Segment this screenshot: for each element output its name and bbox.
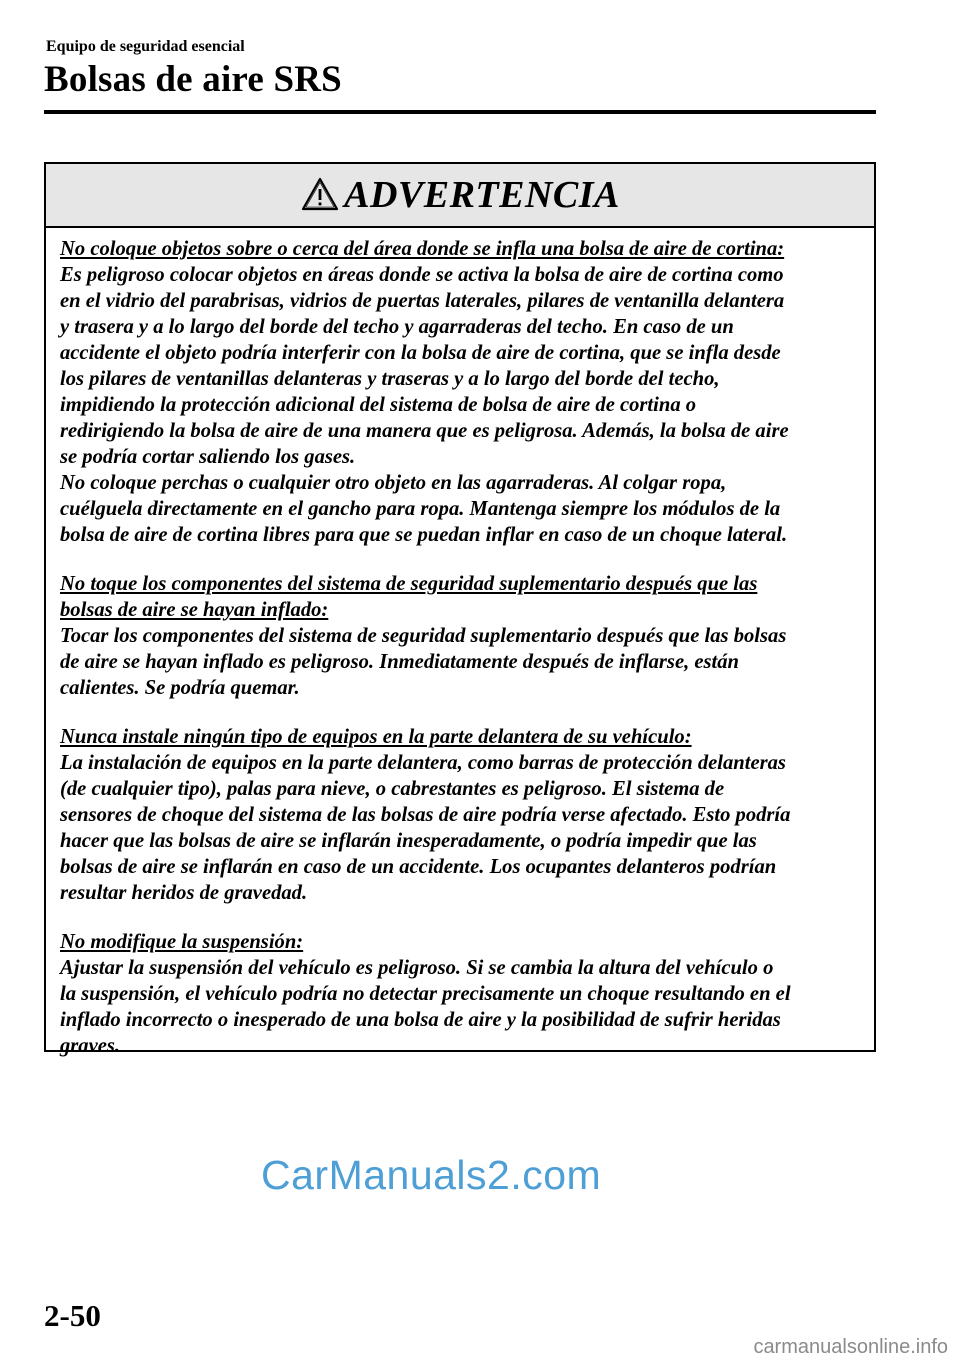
- watermark-logo: CarManuals2.com: [261, 1152, 602, 1198]
- warning-paragraph-heading: Nunca instale ningún tipo de equipos en la parte delantera de su vehículo:: [60, 726, 692, 748]
- warning-body: [46, 228, 874, 1059]
- warning-paragraph-text: cuélguela directamente en el gancho para ropa. Mantenga siempre los módulos de la: [60, 498, 781, 520]
- warning-paragraph-text: accidente el objeto podría interferir con la bolsa de aire de cortina, que se infla desde: [60, 342, 781, 364]
- warning-paragraph-text: Es peligroso colocar objetos en áreas donde se activa la bolsa de aire de cortina como: [60, 264, 784, 286]
- warning-paragraph-text: se podría cortar saliendo los gases.: [60, 446, 356, 468]
- warning-title: ADVERTENCIA: [344, 174, 620, 216]
- warning-paragraph-text: calientes. Se podría quemar.: [60, 677, 300, 699]
- warning-paragraph-text: la suspensión, el vehículo podría no detectar precisamente un choque resultando en el: [60, 983, 791, 1005]
- warning-paragraph-text: La instalación de equipos en la parte delantera, como barras de protección delanteras: [60, 752, 786, 774]
- warning-paragraph-text: y trasera y a lo largo del borde del techo y agarraderas del techo. En caso de un: [60, 316, 734, 338]
- warning-paragraph-text: graves.: [60, 1035, 121, 1057]
- warning-paragraph-heading: No coloque objetos sobre o cerca del área donde se infla una bolsa de aire de cortina:: [60, 238, 785, 260]
- warning-paragraph-text: de aire se hayan inflado es peligroso. Inmediatamente después de inflarse, están: [60, 651, 740, 673]
- warning-header: [46, 164, 874, 228]
- warning-paragraph-text: sensores de choque del sistema de las bolsas de aire podría verse afectado. Esto podría: [60, 804, 791, 826]
- page-number: 2-50: [44, 1298, 101, 1333]
- warning-paragraph-text: los pilares de ventanillas delanteras y traseras y a lo largo del borde del techo,: [60, 368, 720, 390]
- warning-paragraph: [60, 236, 864, 548]
- warning-paragraph-heading: No modifique la suspensión:: [60, 931, 304, 953]
- warning-paragraph: [60, 724, 864, 906]
- title-divider: [44, 110, 876, 114]
- warning-paragraph-heading: No toque los componentes del sistema de seguridad suplementario después que las: [60, 573, 758, 595]
- warning-box: [44, 162, 876, 1057]
- warning-triangle-icon: [300, 176, 340, 212]
- footer-site-text: carmanualsonline.info: [753, 1336, 948, 1358]
- page-title: Bolsas de aire SRS: [44, 59, 342, 100]
- warning-paragraph-text: No coloque perchas o cualquier otro objeto en las agarraderas. Al colgar ropa,: [60, 472, 727, 494]
- warning-paragraph-heading: bolsas de aire se hayan inflado:: [60, 599, 329, 621]
- warning-paragraph-text: impidiendo la protección adicional del sistema de bolsa de aire de cortina o: [60, 394, 697, 416]
- warning-paragraph-text: resultar heridos de gravedad.: [60, 882, 308, 904]
- warning-paragraph-text: Tocar los componentes del sistema de seguridad suplementario después que las bolsas: [60, 625, 787, 647]
- warning-paragraph-text: bolsas de aire se inflarán en caso de un accidente. Los ocupantes delanteros podrían: [60, 856, 777, 878]
- warning-paragraph: [60, 929, 864, 1059]
- warning-paragraph: [60, 571, 864, 701]
- warning-paragraph-text: inflado incorrecto o inesperado de una bolsa de aire y la posibilidad de sufrir heridas: [60, 1009, 781, 1031]
- warning-paragraph-text: (de cualquier tipo), palas para nieve, o cabrestantes es peligroso. El sistema de: [60, 778, 725, 800]
- warning-paragraph-text: en el vidrio del parabrisas, vidrios de puertas laterales, pilares de ventanilla delantera: [60, 290, 785, 312]
- warning-paragraph-text: bolsa de aire de cortina libres para que se puedan inflar en caso de un choque lateral.: [60, 524, 788, 546]
- section-label: Equipo de seguridad esencial: [46, 38, 245, 55]
- warning-paragraph-text: hacer que las bolsas de aire se inflarán inesperadamente, o podría impedir que las: [60, 830, 757, 852]
- warning-paragraph-text: redirigiendo la bolsa de aire de una manera que es peligrosa. Además, la bolsa de aire: [60, 420, 789, 442]
- warning-paragraph-text: Ajustar la suspensión del vehículo es peligroso. Si se cambia la altura del vehículo o: [60, 957, 774, 979]
